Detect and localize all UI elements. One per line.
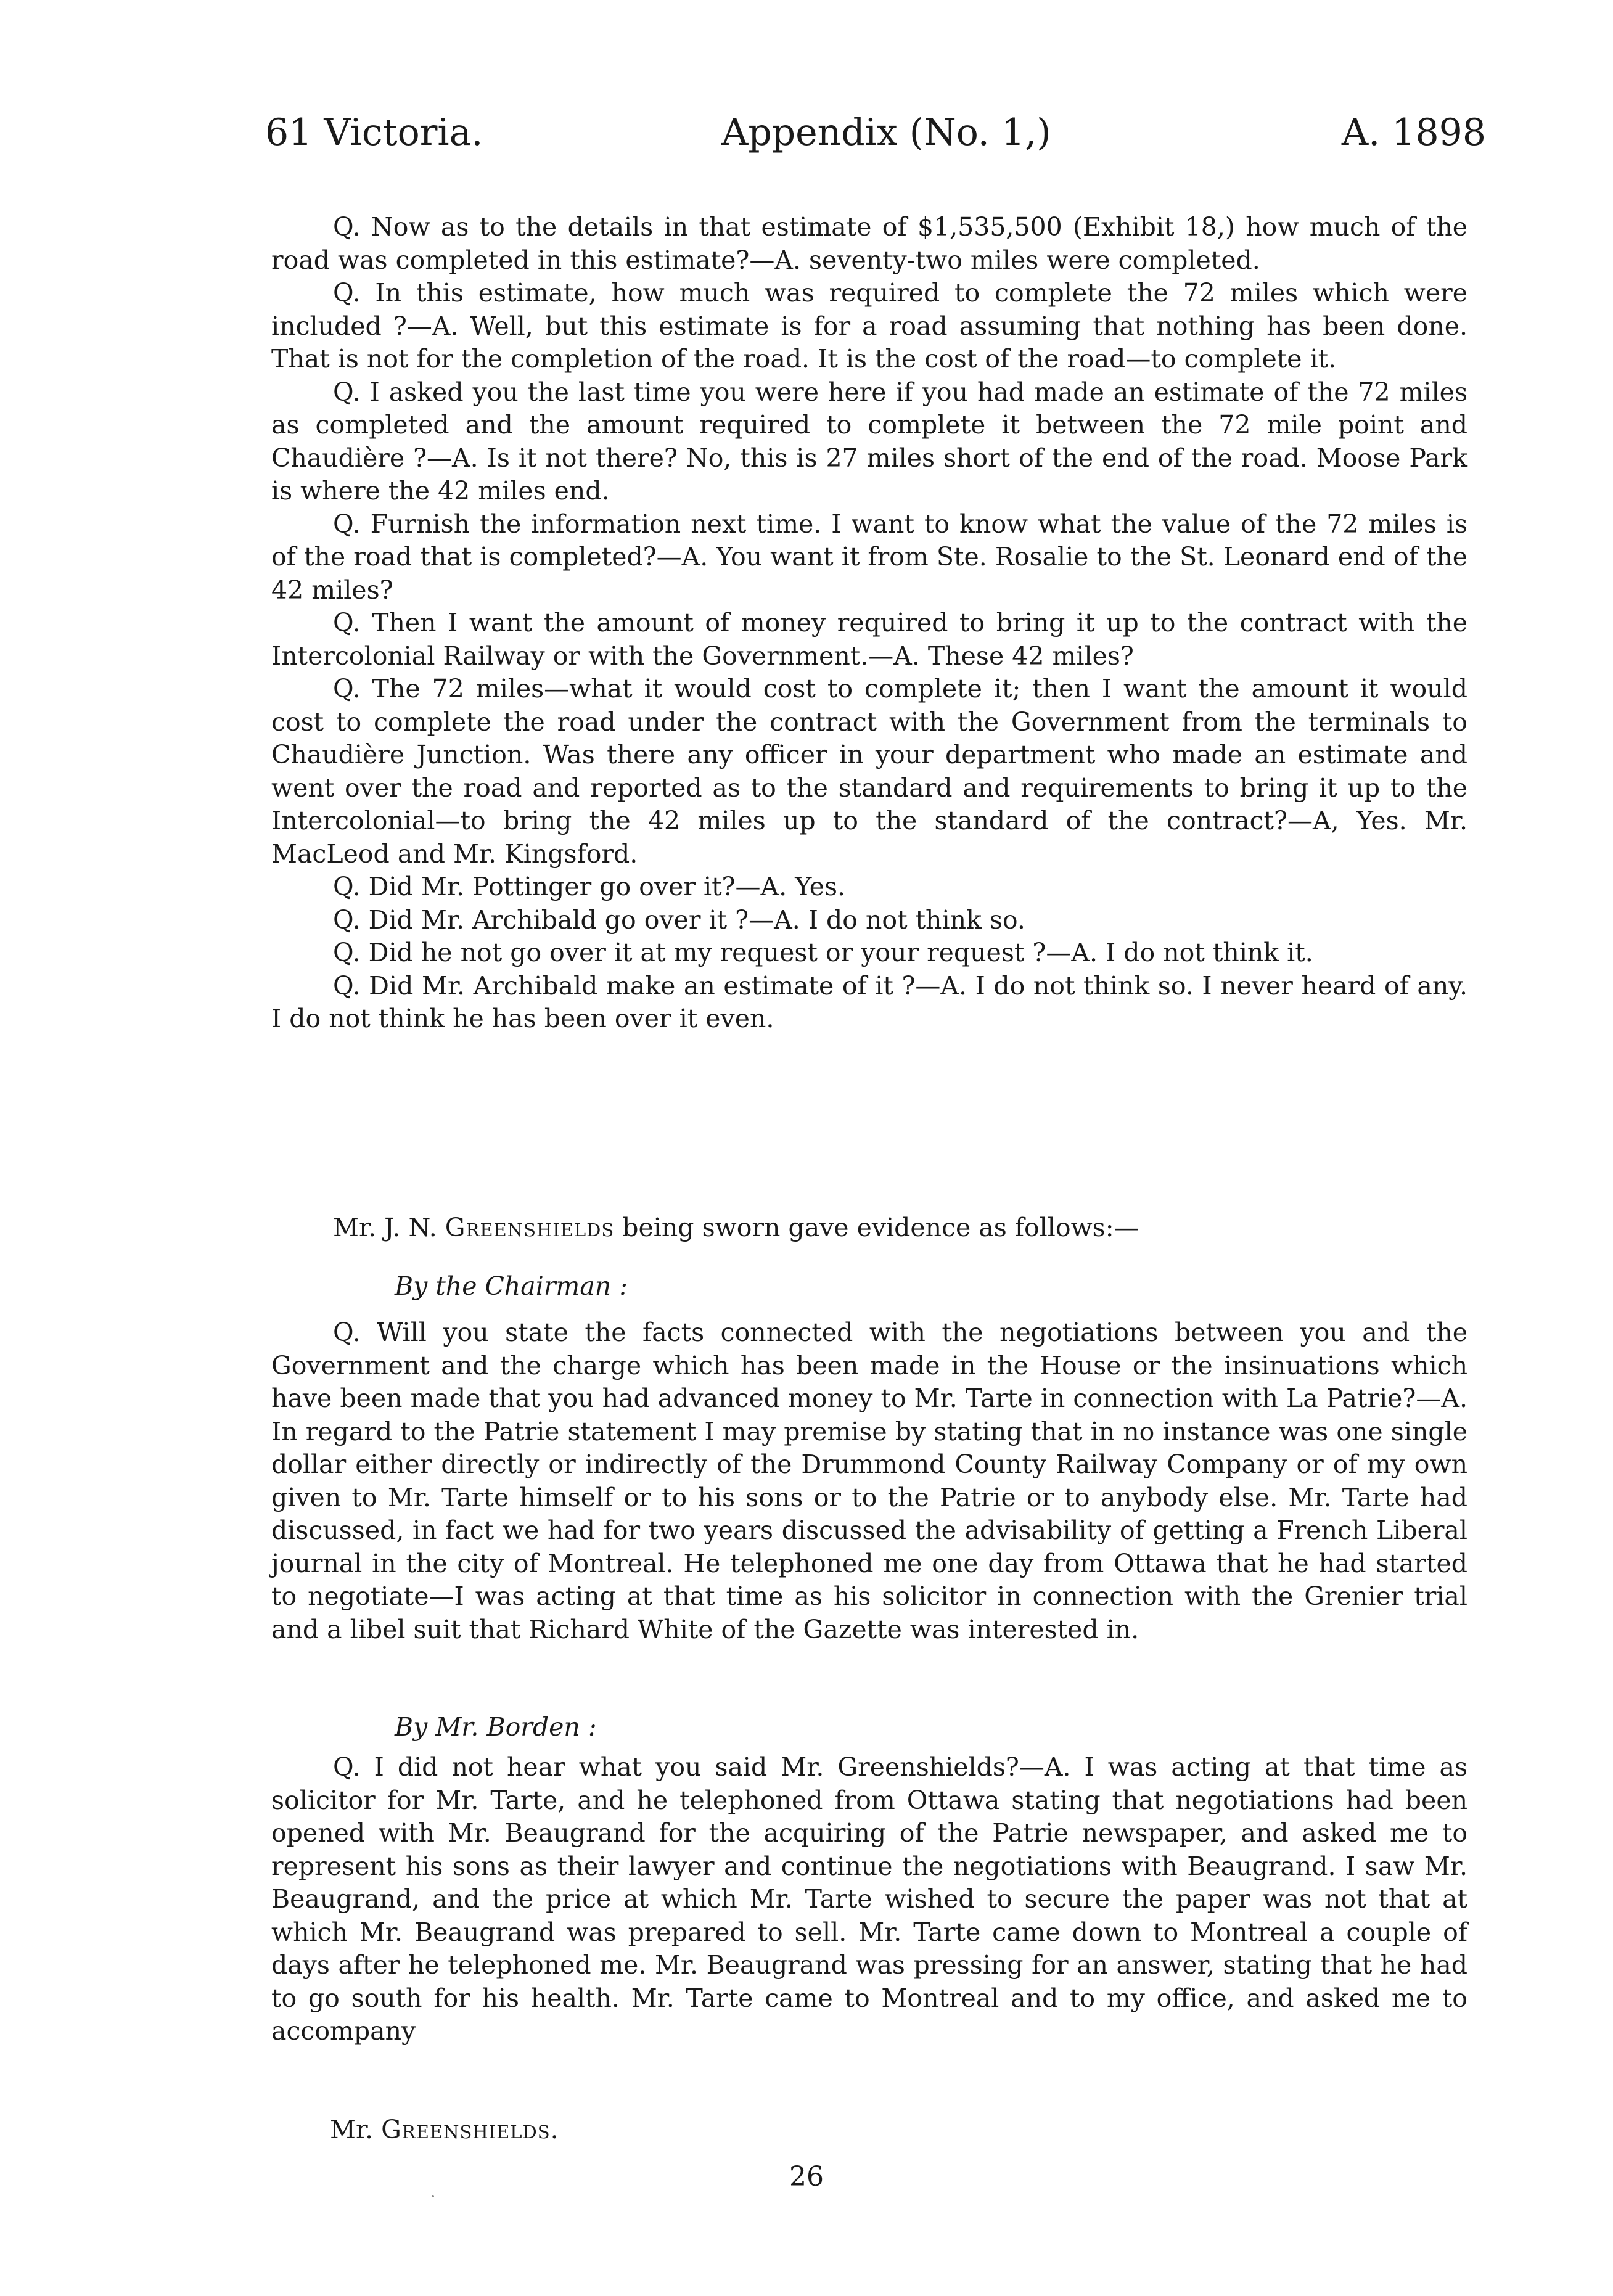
sworn-suffix: being sworn gave evidence as follows:—: [614, 1213, 1139, 1242]
qa-paragraph: Q. Will you state the facts connected with the negotiations between you and the Government and the charge which has been made in the House or the insinuations which have been made that you had advanced money to Mr. Tarte in connection with La Patrie?—A. In regard to the Patrie statement I may premise by stating that in no instance was one single dollar either directly or indirectly of the Drummond County Railway Company or of my own given to Mr. Tarte himself or to his sons or to the Patrie or to anybody else. Mr. Tarte had discussed, in fact we had for two years discussed the advisability of getting a French Liberal journal in the city of Montreal. He telephoned me one day from Ottawa that he had started to negotiate—I was acting at that time as his solicitor in connection with the Grenier trial and a libel suit that Richard White of the Gazette was interested in.: [271, 1318, 1467, 1644]
witness-signature: [330, 2115, 559, 2144]
qa-paragraph: Q. In this estimate, how much was required to complete the 72 miles which were included ?—A. Well, but this estimate is for a road assuming that nothing has been done. That is not for the completion of the road. It is the cost of the road—to complete it.: [271, 278, 1467, 374]
qa-paragraph: Q. I did not hear what you said Mr. Greenshields?—A. I was acting at that time as solicitor for Mr. Tarte, and he telephoned from Ottawa stating that negotiations had been opened with Mr. Beaugrand for the acquiring of the Patrie newspaper, and asked me to represent his sons as their lawyer and continue the negotiations with Beaugrand. I saw Mr. Beaugrand, and the price at which Mr. Tarte wished to secure the paper was not that at which Mr. Beaugrand was prepared to sell. Mr. Tarte came down to Montreal a couple of days after he telephoned me. Mr. Beaugrand was pressing for an answer, stating that he had to go south for his health. Mr. Tarte came to Montreal and to my office, and asked me to accompany: [271, 1752, 1467, 2046]
byline-borden-block: [271, 1711, 1467, 1744]
header-year: A. 1898: [1341, 111, 1486, 154]
testimony-block-3: [271, 1751, 1467, 2048]
qa-paragraph: Q. Did Mr. Archibald go over it ?—A. I do not think so.: [333, 904, 1025, 935]
testimony-block-1: [271, 211, 1467, 1036]
sworn-statement: [271, 1212, 1467, 1245]
witness-sworn-line: [271, 1212, 1467, 1245]
header-session: 61 Victoria.: [265, 111, 483, 154]
signature-name: Greenshields.: [381, 2115, 559, 2144]
scan-speck: [432, 2195, 434, 2197]
byline-chairman-block: [271, 1270, 1467, 1303]
qa-paragraph: Q. The 72 miles—what it would cost to complete it; then I want the amount it would cost to complete the road under the contract with the Government from the terminals to Chaudière Junction. Was there any officer in your department who made an estimate and went over the road and reported as to the standard and requirements to bring it up to the Intercolonial—to bring the 42 miles up to the standard of the contract?—A, Yes. Mr. MacLeod and Mr. Kingsford.: [271, 674, 1467, 869]
qa-paragraph: Q. Did Mr. Archibald make an estimate of it ?—A. I do not think so. I never heard of any. I do not think he has been over it even.: [271, 970, 1467, 1033]
qa-paragraph: Q. Now as to the details in that estimate of $1,535,500 (Exhibit 18,) how much of the road was completed in this estimate?—A. seventy-two miles were completed.: [271, 212, 1467, 275]
qa-paragraph: Q. Did he not go over it at my request or your request ?—A. I do not think it.: [333, 938, 1313, 967]
sworn-prefix: Mr. J. N.: [333, 1213, 445, 1242]
qa-paragraph: Q. Did Mr. Pottinger go over it?—A. Yes.: [333, 872, 846, 901]
page-number: 26: [789, 2161, 824, 2192]
examiner-byline: By the Chairman :: [395, 1271, 628, 1301]
qa-paragraph: Q. Furnish the information next time. I want to know what the value of the 72 miles is of the road that is completed?—A. You want it from Ste. Rosalie to the St. Leonard end of the 42 miles?: [271, 509, 1467, 605]
testimony-block-2: [271, 1316, 1467, 1646]
qa-paragraph: Q. I asked you the last time you were here if you had made an estimate of the 72 miles as completed and the amount required to complete it between the 72 mile point and Chaudière ?—A. Is it not there? No, this is 27 miles short of the end of the road. Moose Park is where the 42 miles end.: [271, 377, 1467, 506]
examiner-byline: By Mr. Borden :: [395, 1712, 597, 1742]
page-header: [265, 111, 1486, 166]
qa-paragraph: Q. Then I want the amount of money required to bring it up to the contract with the Intercolonial Railway or with the Government.—A. These 42 miles?: [271, 608, 1467, 671]
header-appendix: Appendix (No. 1,): [721, 111, 1051, 154]
signature-prefix: Mr.: [330, 2115, 382, 2144]
witness-name: Greenshields: [445, 1213, 615, 1242]
